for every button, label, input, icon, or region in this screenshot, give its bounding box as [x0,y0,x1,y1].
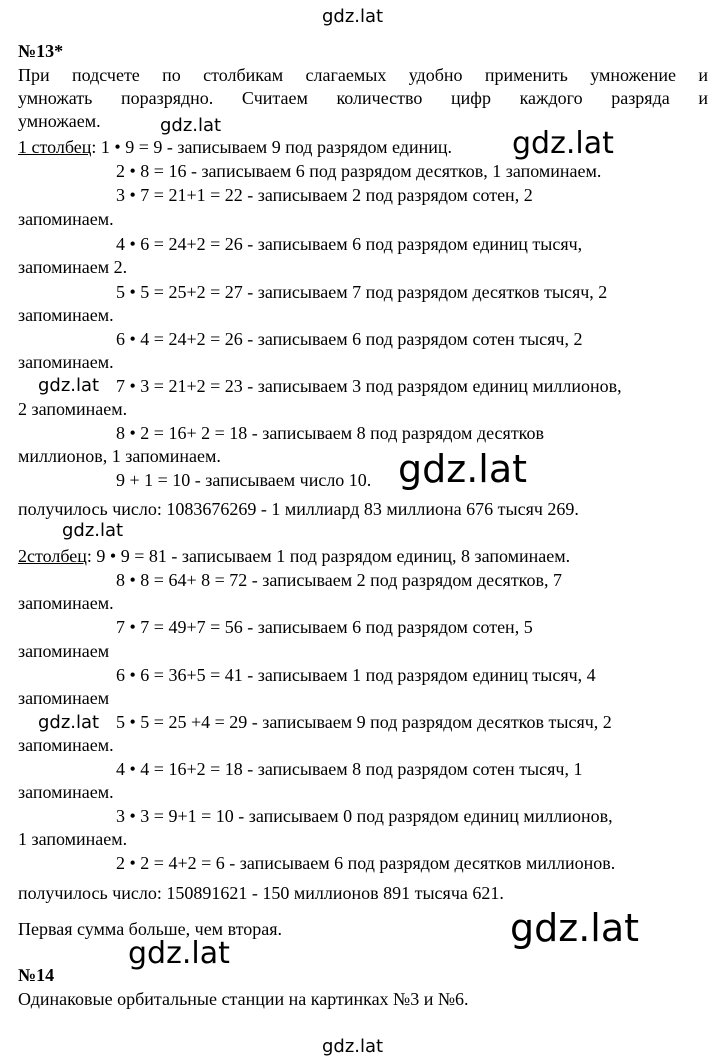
watermark: gdz.lat [128,936,230,971]
col1-first-line [18,136,452,159]
col1-line: 5 • 5 = 25+2 = 27 - записываем 7 под разрядом десятков тысяч, 2 [116,282,608,302]
col2-line: 4 • 4 = 16+2 = 18 - записываем 8 под разрядом сотен тысяч, 1 [116,759,583,779]
col1-line: 6 • 4 = 24+2 = 26 - записываем 6 под разрядом сотен тысяч, 2 [116,329,583,349]
watermark: gdz.lat [512,126,614,161]
col2-line: запоминаем. [18,593,114,613]
col1-line: 4 • 6 = 24+2 = 26 - записываем 6 под разрядом единиц тысяч, [116,234,583,254]
col2-line: запоминаем. [18,782,114,802]
col2-line: 7 • 7 = 49+7 = 56 - записываем 6 под разрядом сотен, 5 [116,617,533,637]
result1: получилось число: 1083676269 - 1 миллиард 83 миллиона 676 тысяч 269. [18,499,579,519]
col1-label: 1 столбец [18,137,92,157]
col2-first-line [18,545,570,568]
col1-line: 2 • 8 = 16 - записываем 6 под разрядом десятков, 1 запоминаем. [116,161,602,181]
col1-line: запоминаем. [18,352,114,372]
col1-line: 2 запоминаем. [18,399,128,419]
intro-line: умножаем. [18,111,101,131]
watermark: gdz.lat [510,906,640,950]
watermark: gdz.lat [398,447,528,491]
col2-line: 5 • 5 = 25 +4 = 29 - записываем 9 под разрядом десятков тысяч, 2 [116,712,612,732]
col1-line: 8 • 2 = 16+ 2 = 18 - записываем 8 под разрядом десятков [116,423,545,443]
col2-line: запоминаем [18,688,110,708]
col1-line: запоминаем 2. [18,257,128,277]
col2-line: 8 • 8 = 64+ 8 = 72 - записываем 2 под разрядом десятков, 7 [116,570,563,590]
intro-line: умножать поразрядно. Считаем количество цифр каждого разряда и [18,88,708,108]
col2-line: 1 запоминаем. [18,829,128,849]
col2-line: запоминаем. [18,735,114,755]
col2-line: 6 • 6 = 36+5 = 41 - записываем 1 под разрядом единиц тысяч, 4 [116,665,596,685]
col1-line: : 1 • 9 = 9 - записываем 9 под разрядом единиц. [91,137,452,157]
col1-line: 9 + 1 = 10 - записываем число 10. [116,470,372,490]
watermark: gdz.lat [160,115,222,136]
col2-line: 2 • 2 = 4+2 = 6 - записываем 6 под разрядом десятков миллионов. [116,853,616,873]
col1-line: миллионов, 1 запоминаем. [18,446,221,466]
col1-line: 3 • 7 = 21+1 = 22 - записываем 2 под разрядом сотен, 2 [116,185,533,205]
result2: получилось число: 150891621 - 150 миллионов 891 тысяча 621. [18,883,504,903]
task14-title: №14 [18,965,55,985]
intro-line: При подсчете по столбикам слагаемых удобно применить умножение и [18,65,708,85]
watermark: gdz.lat [38,712,100,733]
watermark: gdz.lat [62,520,124,541]
col2-line: 3 • 3 = 9+1 = 10 - записываем 0 под разрядом единиц миллионов, [116,806,613,826]
watermark: gdz.lat [38,375,100,396]
task14-text: Одинаковые орбитальные станции на картинках №3 и №6. [18,989,469,1009]
col1-line: запоминаем. [18,305,114,325]
col2-line: запоминаем [18,641,110,661]
col2-label: 2столбец [18,546,87,566]
col2-line: : 9 • 9 = 81 - записываем 1 под разрядом единиц, 8 запоминаем. [86,546,571,566]
col1-line: 7 • 3 = 21+2 = 23 - записываем 3 под разрядом единиц миллионов, [116,376,622,396]
task13-title: №13* [18,41,64,61]
col1-line: запоминаем. [18,209,114,229]
watermark-top: gdz.lat [322,6,384,27]
conclusion: Первая сумма больше, чем вторая. [18,919,283,939]
watermark-bottom: gdz.lat [322,1036,384,1057]
